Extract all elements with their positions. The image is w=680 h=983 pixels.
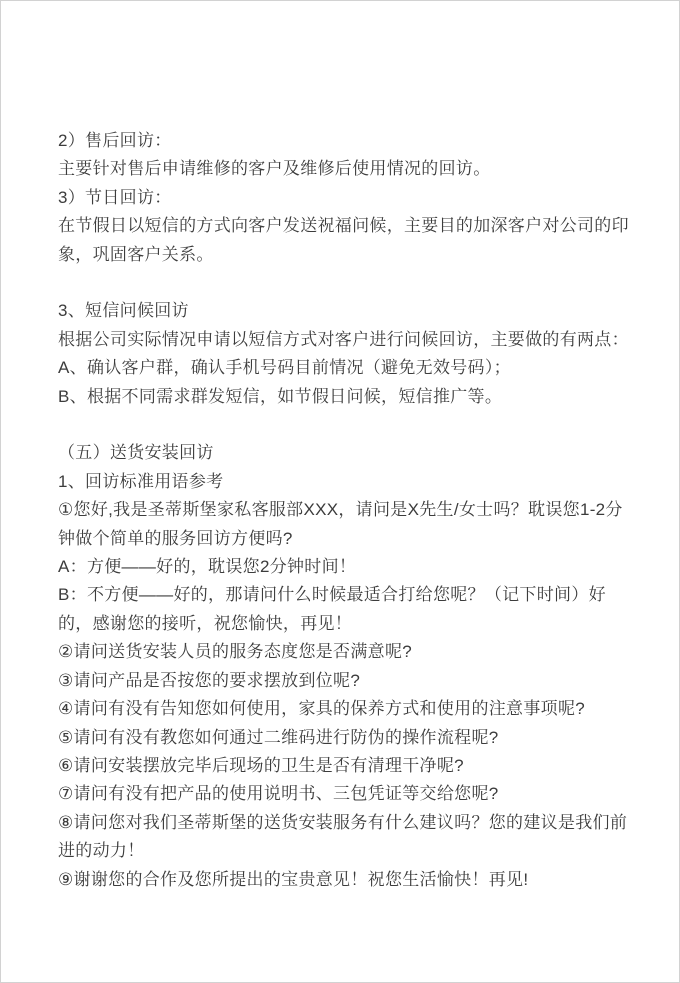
subheading-aftersales-followup: 2）售后回访： [58,131,172,150]
para-script-q3: ③请问产品是否按您的要求摆放到位呢? [58,670,361,690]
para-script-q1-option-b: B：不方便——好的，那请问什么时候最适合打给您呢？（记下时间）好的，感谢您的接听，祝您愉快，再见！ [58,585,606,633]
para-script-q1: ①您好,我是圣蒂斯堡家私客服部XXX，请问是X先生/女士吗？耽误您1-2分钟做个简单的服务回访方便吗? [58,500,623,548]
para-script-q4: ④请问有没有告知您如何使用，家具的保养方式和使用的注意事项呢? [58,699,585,719]
para-script-q7: ⑦请问有没有把产品的使用说明书、三包凭证等交给您呢? [58,784,499,804]
section-gap [58,269,630,297]
para-script-q9: ⑨谢谢您的合作及您所提出的宝贵意见！祝您生活愉快！再见! [58,869,529,889]
para-aftersales-desc: 主要针对售后申请维修的客户及维修后使用情况的回访。 [58,159,491,179]
para-sms-point-b: B、根据不同需求群发短信，如节假日问候，短信推广等。 [58,386,503,406]
para-script-q2: ②请问送货安装人员的服务态度您是否满意呢? [58,642,412,662]
para-script-q8: ⑧请问您对我们圣蒂斯堡的送货安装服务有什么建议吗？您的建议是我们前进的动力！ [58,812,628,861]
para-script-q6: ⑥请问安装摆放完毕后现场的卫生是否有清理干净呢? [58,755,464,775]
para-script-q5: ⑤请问有没有教您如何通过二维码进行防伪的操作流程呢? [58,727,499,747]
section-gap [58,411,630,439]
subheading-holiday-followup: 3）节日回访： [58,187,172,207]
para-script-q1-option-a: A：方便——好的，耽误您2分钟时间！ [58,557,357,577]
subheading-standard-script: 1、回访标准用语参考 [58,471,224,491]
heading-delivery-install-followup: （五）送货安装回访 [58,443,214,463]
document-content [58,127,630,894]
para-sms-intro: 根据公司实际情况申请以短信方式对客户进行问候回访，主要做的有两点： [58,329,629,349]
para-holiday-desc: 在节假日以短信的方式向客户发送祝福问候，主要目的加深客户对公司的印象，巩固客户关系。 [58,216,629,264]
heading-sms-greeting-followup: 3、短信问候回访 [58,301,189,321]
para-sms-point-a: A、确认客户群，确认手机号码目前情况（避免无效号码）； [58,358,511,378]
